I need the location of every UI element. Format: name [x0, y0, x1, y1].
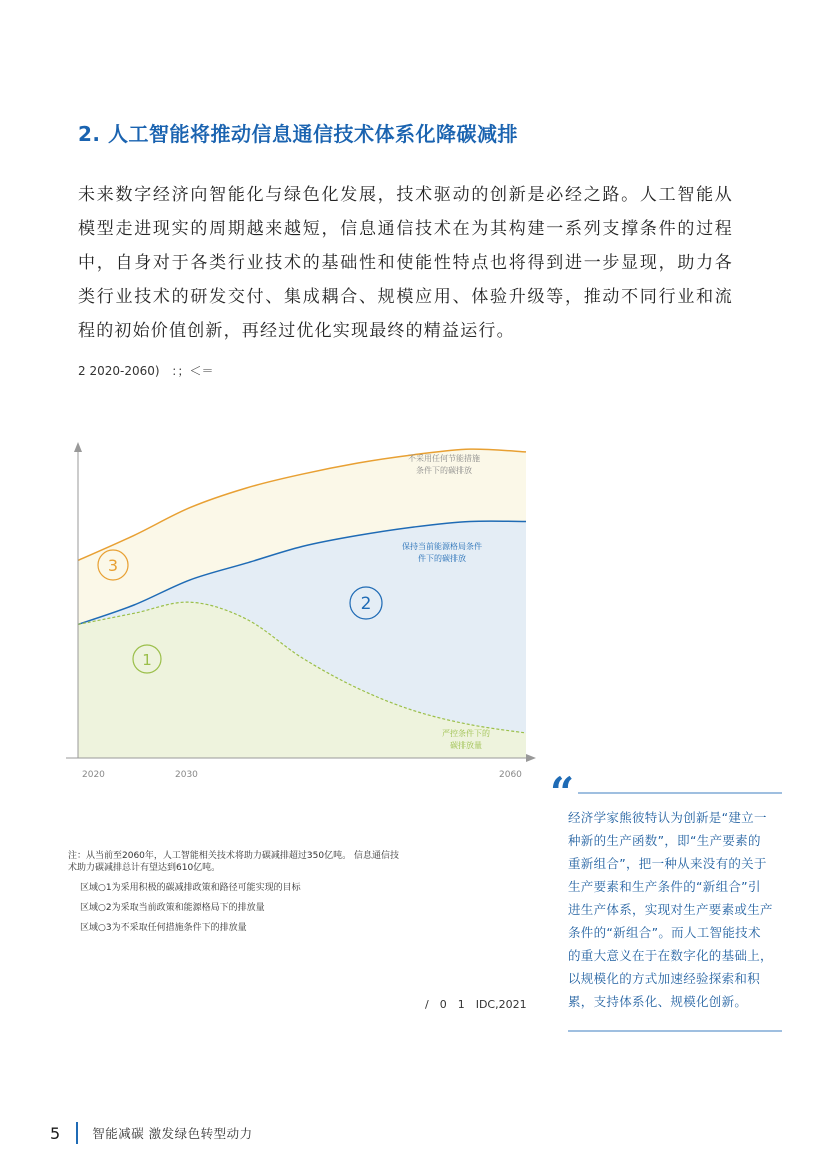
quote-line: 累，支持体系化、规模化创新。 — [568, 994, 748, 1009]
series-3-label-line1: 严控条件下的 — [442, 729, 490, 738]
region-note: 区域○1为采用积极的碳减排政策和路径可能实现的目标 — [80, 883, 301, 893]
region-2-number: 2 — [360, 594, 372, 614]
x-tick-2020: 2020 — [82, 770, 105, 780]
quote-line: 进生产体系，实现对生产要素或生产 — [568, 902, 773, 917]
page-footer — [50, 1122, 253, 1144]
emissions-chart — [58, 420, 538, 795]
x-axis-arrow — [526, 754, 536, 762]
quote-line: 重新组合”，把一种从来没有的关于 — [568, 856, 767, 871]
x-tick-2030: 2030 — [175, 770, 198, 780]
region-note: 区域○3为不采取任何措施条件下的排放量 — [80, 923, 247, 933]
section-heading: 2. 人工智能将推动信息通信技术体系化降碳减排 — [78, 122, 518, 146]
quote-bottom-rule — [568, 1030, 782, 1032]
footer-title: 智能减碳 激发绿色转型动力 — [92, 1126, 253, 1141]
series-3-label-line2: 碳排放量 — [450, 741, 482, 750]
quote-mark-icon: “ — [550, 768, 575, 817]
footer-divider — [76, 1122, 78, 1144]
quote-line: 生产要素和生产条件的“新组合”引 — [568, 879, 761, 894]
quote-block — [568, 806, 782, 1013]
x-tick-2060: 2060 — [499, 770, 522, 780]
region-3-number: 3 — [107, 556, 119, 575]
region-note: 区域○2为采取当前政策和能源格局下的排放量 — [80, 903, 265, 913]
series-2-label-line2: 件下的碳排放 — [418, 554, 466, 563]
chart-notes — [68, 850, 399, 934]
figure-source: / 0 1 IDC,2021 — [425, 998, 527, 1011]
quote-top-rule — [578, 792, 782, 794]
quote-line: 种新的生产函数”，即“生产要素的 — [568, 833, 761, 848]
series-1-label-line2: 条件下的碳排放 — [416, 466, 472, 475]
series-2-label-line1: 保持当前能源格局条件 — [402, 542, 482, 551]
quote-line: 经济学家熊彼特认为创新是“建立一 — [568, 810, 767, 825]
figure-caption: 2 2020-2060) ：；＜＝ — [78, 364, 214, 378]
note-line: 术助力碳减排总计有望达到610亿吨。 — [68, 863, 221, 873]
quote-line: 条件的“新组合”。而人工智能技术 — [568, 925, 761, 940]
page-number: 5 — [50, 1123, 61, 1143]
series-1-label-line1: 不采用任何节能措施 — [408, 454, 480, 463]
body-paragraph: 未来数字经济向智能化与绿色化发展，技术驱动的创新是必经之路。人工智能从模型走进现实的周期越来越短，信息通信技术在为其构建一系列支撑条件的过程中，自身对于各类行业技术的基础性和使能性特点也将得到进一步显现，助力各类行业技术的研发交付、集成耦合、规模应用、体验升级等，推动不同行业和流程的初始价值创新，再经过优化实现最终的精益运行。 — [78, 185, 733, 341]
y-axis-arrow — [74, 442, 82, 452]
region-1-number: 1 — [142, 651, 152, 669]
quote-line: 以规模化的方式加速经验探索和积 — [568, 971, 761, 986]
note-line: 注：从当前至2060年，人工智能相关技术将助力碳减排超过350亿吨。 信息通信技 — [68, 851, 399, 861]
quote-line: 的重大意义在于在数字化的基础上， — [568, 948, 773, 963]
